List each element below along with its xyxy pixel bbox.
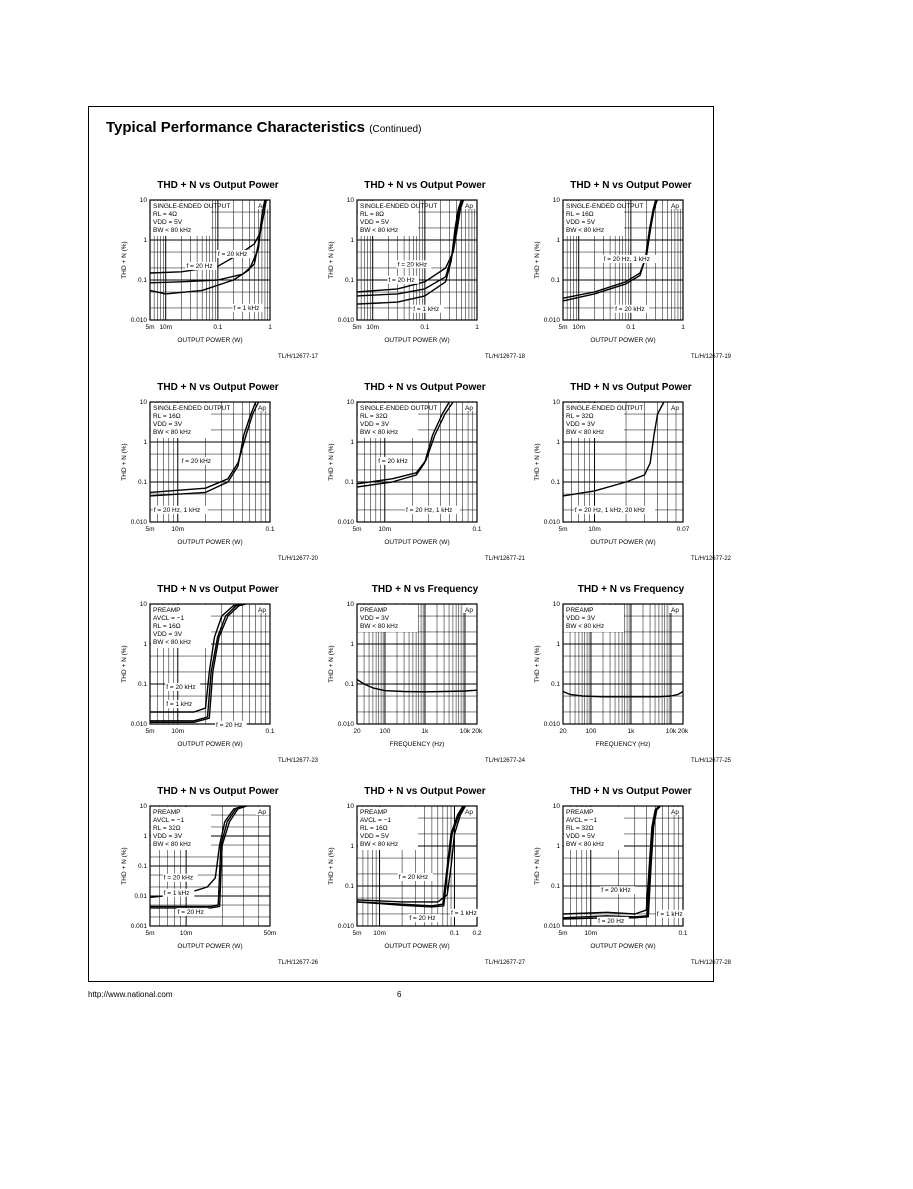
condition-label: PREAMP — [153, 607, 181, 614]
x-tick-label: 10m — [584, 930, 598, 937]
chart-svg — [118, 786, 318, 958]
x-tick-label: 10m — [171, 526, 185, 533]
condition-label: BW < 80 kHz — [360, 623, 399, 630]
y-tick-label: 10 — [139, 197, 147, 204]
condition-label: BW < 80 kHz — [566, 623, 605, 630]
x-axis-label: FREQUENCY (Hz) — [389, 741, 445, 748]
annotation-label: f = 1 kHz — [233, 304, 260, 312]
annotation-label: f = 20 kHz — [601, 887, 631, 895]
chart-4 — [118, 382, 318, 570]
y-tick-label: 0.010 — [543, 519, 560, 526]
chart-svg — [325, 180, 525, 352]
figure-id: TL/H/12677-18 — [484, 354, 525, 360]
chart-title: THD + N vs Output Power — [157, 786, 279, 797]
y-tick-label: 1 — [143, 641, 147, 648]
condition-label: RL = 32Ω — [566, 825, 594, 832]
condition-label: AVCL = −1 — [153, 817, 185, 824]
chart-svg — [325, 786, 525, 958]
y-tick-label: 1 — [143, 439, 147, 446]
y-axis-label: THD + N (%) — [534, 645, 541, 683]
y-tick-label: 0.1 — [344, 479, 354, 486]
ap-label: Ap — [671, 405, 679, 412]
x-tick-label: 5m — [558, 930, 568, 937]
chart-8 — [325, 584, 525, 772]
y-tick-label: 10 — [139, 601, 147, 608]
y-tick-label: 0.010 — [543, 923, 560, 930]
x-tick-label: 5m — [352, 526, 362, 533]
x-tick-label: 5m — [145, 526, 155, 533]
x-tick-label: 1 — [475, 324, 479, 331]
condition-label: PREAMP — [360, 607, 388, 614]
y-axis-label: THD + N (%) — [534, 847, 541, 885]
condition-label: SINGLE-ENDED OUTPUT — [360, 405, 438, 412]
page-title — [106, 119, 421, 136]
condition-label: BW < 80 kHz — [360, 429, 399, 436]
condition-label: RL = 16Ω — [153, 623, 181, 630]
page-title-text: Typical Performance Characteristics — [106, 119, 366, 136]
y-tick-label: 10 — [552, 803, 560, 810]
x-tick-label: 20k — [471, 728, 483, 735]
x-tick-label: 0.1 — [626, 324, 636, 331]
x-tick-label: 5m — [558, 526, 568, 533]
chart-title: THD + N vs Output Power — [570, 786, 692, 797]
annotation-label: f = 20 kHz — [397, 261, 428, 269]
y-axis-label: THD + N (%) — [121, 241, 128, 279]
y-tick-label: 0.1 — [550, 883, 560, 890]
y-tick-label: 1 — [350, 641, 354, 648]
condition-label: SINGLE-ENDED OUTPUT — [153, 203, 231, 210]
x-tick-label: 0.1 — [265, 526, 275, 533]
condition-label: BW < 80 kHz — [360, 227, 399, 234]
condition-label: VDD = 3V — [566, 421, 596, 428]
ap-label: Ap — [465, 607, 473, 614]
chart-svg — [531, 584, 731, 756]
ap-label: Ap — [258, 607, 266, 614]
chart-title: THD + N vs Output Power — [157, 180, 279, 191]
chart-svg — [531, 180, 731, 352]
chart-svg — [531, 382, 731, 554]
x-tick-label: 10m — [366, 324, 380, 331]
figure-id: TL/H/12677-19 — [690, 354, 731, 360]
y-tick-label: 10 — [346, 197, 354, 204]
y-tick-label: 1 — [350, 237, 354, 244]
x-tick-label: 100 — [585, 728, 597, 735]
figure-id: TL/H/12677-20 — [277, 556, 318, 562]
y-tick-label: 1 — [350, 439, 354, 446]
y-tick-label: 1 — [556, 439, 560, 446]
x-tick-label: 10m — [572, 324, 586, 331]
annotation-label: f = 1 kHz — [413, 305, 440, 313]
condition-label: SINGLE-ENDED OUTPUT — [566, 203, 644, 210]
footer-url[interactable]: http://www.national.com — [88, 990, 173, 999]
y-tick-label: 1 — [143, 237, 147, 244]
chart-9 — [531, 584, 731, 772]
annotation-label: f = 20 Hz, 1 kHz — [153, 506, 201, 514]
x-tick-label: 50m — [263, 930, 277, 937]
y-axis-label: THD + N (%) — [534, 241, 541, 279]
condition-label: PREAMP — [360, 809, 388, 816]
x-tick-label: 0.1 — [420, 324, 430, 331]
y-tick-label: 0.1 — [137, 681, 147, 688]
annotation-label: f = 20 Hz, 1 kHz — [603, 255, 651, 263]
condition-label: BW < 80 kHz — [566, 841, 605, 848]
chart-title: THD + N vs Frequency — [577, 584, 685, 595]
x-axis-label: FREQUENCY (Hz) — [595, 741, 651, 748]
y-tick-label: 1 — [556, 641, 560, 648]
x-tick-label: 5m — [352, 324, 362, 331]
x-tick-label: 5m — [145, 930, 155, 937]
condition-label: PREAMP — [566, 607, 594, 614]
x-tick-label: 1k — [627, 728, 635, 735]
condition-label: RL = 16Ω — [153, 413, 181, 420]
y-tick-label: 0.001 — [130, 923, 147, 930]
condition-label: RL = 32Ω — [566, 413, 594, 420]
ap-label: Ap — [258, 405, 266, 412]
y-tick-label: 10 — [552, 197, 560, 204]
chart-svg — [118, 180, 318, 352]
chart-title: THD + N vs Output Power — [364, 180, 486, 191]
x-tick-label: 10k — [665, 728, 677, 735]
chart-svg — [531, 786, 731, 958]
x-tick-label: 5m — [352, 930, 362, 937]
x-axis-label: OUTPUT POWER (W) — [177, 337, 243, 344]
y-axis-label: THD + N (%) — [328, 443, 335, 481]
x-tick-label: 10m — [171, 728, 185, 735]
chart-7 — [118, 584, 318, 772]
condition-label: BW < 80 kHz — [566, 227, 605, 234]
annotation-label: f = 20 kHz — [378, 457, 408, 465]
x-tick-label: 20 — [559, 728, 567, 735]
condition-label: BW < 80 kHz — [153, 227, 192, 234]
condition-label: SINGLE-ENDED OUTPUT — [153, 405, 231, 412]
y-tick-label: 1 — [556, 843, 560, 850]
y-axis-label: THD + N (%) — [328, 645, 335, 683]
ap-label: Ap — [258, 809, 266, 816]
x-tick-label: 0.1 — [678, 930, 688, 937]
chart-svg — [325, 382, 525, 554]
figure-id: TL/H/12677-23 — [277, 758, 318, 764]
y-tick-label: 0.010 — [543, 721, 560, 728]
ap-label: Ap — [465, 203, 473, 210]
x-tick-label: 0.2 — [472, 930, 482, 937]
annotation-label: f = 20 kHz — [181, 457, 212, 465]
condition-label: RL = 32Ω — [153, 825, 181, 832]
annotation-label: f = 20 kHz — [398, 873, 429, 881]
condition-label: VDD = 5V — [360, 219, 390, 226]
condition-label: VDD = 3V — [153, 421, 183, 428]
ap-label: Ap — [671, 203, 679, 210]
condition-label: BW < 80 kHz — [153, 639, 192, 646]
x-tick-label: 0.1 — [449, 930, 459, 937]
condition-label: VDD = 5V — [566, 219, 596, 226]
annotation-label: f = 1 kHz — [163, 889, 190, 897]
y-axis-label: THD + N (%) — [328, 241, 335, 279]
y-tick-label: 0.010 — [337, 317, 354, 324]
y-tick-label: 0.010 — [337, 721, 354, 728]
y-tick-label: 10 — [346, 601, 354, 608]
chart-svg — [118, 382, 318, 554]
x-axis-label: OUTPUT POWER (W) — [590, 943, 656, 950]
x-tick-label: 10m — [373, 930, 386, 937]
y-tick-label: 1 — [556, 237, 560, 244]
condition-label: AVCL = −1 — [153, 615, 185, 622]
ap-label: Ap — [465, 405, 473, 412]
chart-title: THD + N vs Output Power — [570, 180, 692, 191]
annotation-label: f = 1 kHz — [451, 909, 477, 917]
y-axis-label: THD + N (%) — [121, 645, 128, 683]
y-tick-label: 0.1 — [344, 681, 354, 688]
condition-label: SINGLE-ENDED OUTPUT — [360, 203, 438, 210]
condition-label: RL = 32Ω — [360, 413, 388, 420]
chart-title: THD + N vs Output Power — [364, 786, 486, 797]
x-axis-label: OUTPUT POWER (W) — [384, 337, 450, 344]
condition-label: BW < 80 kHz — [153, 429, 192, 436]
x-axis-label: OUTPUT POWER (W) — [384, 943, 450, 950]
chart-2 — [325, 180, 525, 368]
y-tick-label: 0.010 — [130, 519, 147, 526]
annotation-label: f = 20 Hz — [216, 721, 243, 729]
chart-1 — [118, 180, 318, 368]
y-tick-label: 0.1 — [550, 681, 560, 688]
condition-label: VDD = 3V — [360, 615, 390, 622]
chart-11 — [325, 786, 525, 974]
annotation-label: f = 20 kHz — [615, 305, 645, 313]
chart-6 — [531, 382, 731, 570]
ap-label: Ap — [465, 809, 473, 816]
condition-label: BW < 80 kHz — [153, 841, 192, 848]
condition-label: VDD = 5V — [566, 833, 596, 840]
chart-title: THD + N vs Output Power — [157, 382, 279, 393]
y-tick-label: 1 — [350, 843, 354, 850]
x-axis-label: OUTPUT POWER (W) — [590, 539, 656, 546]
y-tick-label: 0.01 — [134, 893, 147, 900]
annotation-label: f = 20 Hz — [409, 915, 436, 923]
x-axis-label: OUTPUT POWER (W) — [177, 741, 243, 748]
y-tick-label: 10 — [346, 399, 354, 406]
figure-id: TL/H/12677-22 — [690, 556, 731, 562]
x-tick-label: 0.1 — [472, 526, 482, 533]
y-tick-label: 0.1 — [137, 277, 147, 284]
chart-10 — [118, 786, 318, 974]
x-tick-label: 10m — [378, 526, 392, 533]
x-tick-label: 10m — [179, 930, 193, 937]
ap-label: Ap — [671, 809, 679, 816]
condition-label: VDD = 5V — [360, 833, 390, 840]
condition-label: RL = 8Ω — [360, 211, 384, 218]
x-tick-label: 0.1 — [213, 324, 223, 331]
y-tick-label: 10 — [552, 399, 560, 406]
annotation-label: f = 20 Hz — [177, 909, 204, 917]
condition-label: VDD = 3V — [153, 833, 183, 840]
x-axis-label: OUTPUT POWER (W) — [177, 539, 243, 546]
x-tick-label: 10k — [459, 728, 471, 735]
y-tick-label: 0.010 — [337, 519, 354, 526]
chart-title: THD + N vs Output Power — [157, 584, 279, 595]
annotation-label: f = 1 kHz — [166, 701, 193, 709]
y-tick-label: 0.010 — [543, 317, 560, 324]
figure-id: TL/H/12677-21 — [484, 556, 525, 562]
x-tick-label: 0.07 — [676, 526, 690, 533]
x-axis-label: OUTPUT POWER (W) — [177, 943, 243, 950]
chart-12 — [531, 786, 731, 974]
annotation-label: f = 20 Hz, 1 kHz — [406, 506, 453, 514]
annotation-label: f = 20 Hz, 1 kHz, 20 kHz — [574, 506, 646, 514]
y-tick-label: 10 — [139, 803, 147, 810]
x-axis-label: OUTPUT POWER (W) — [384, 539, 450, 546]
y-tick-label: 0.1 — [344, 883, 354, 890]
x-tick-label: 10m — [159, 324, 173, 331]
figure-id: TL/H/12677-26 — [277, 960, 318, 966]
chart-title: THD + N vs Output Power — [364, 382, 486, 393]
condition-label: VDD = 3V — [153, 631, 183, 638]
x-tick-label: 5m — [558, 324, 568, 331]
y-tick-label: 0.1 — [550, 277, 560, 284]
y-tick-label: 0.1 — [137, 863, 147, 870]
figure-id: TL/H/12677-28 — [690, 960, 731, 966]
x-axis-label: OUTPUT POWER (W) — [590, 337, 656, 344]
ap-label: Ap — [671, 607, 679, 614]
chart-title: THD + N vs Output Power — [570, 382, 692, 393]
condition-label: BW < 80 kHz — [566, 429, 605, 436]
condition-label: RL = 16Ω — [566, 211, 594, 218]
x-tick-label: 10m — [588, 526, 601, 533]
y-tick-label: 1 — [143, 833, 147, 840]
annotation-label: f = 20 kHz — [166, 683, 196, 691]
ap-label: Ap — [258, 203, 266, 210]
annotation-label: f = 20 kHz — [163, 874, 194, 882]
page-number: 6 — [397, 990, 402, 999]
x-tick-label: 100 — [379, 728, 391, 735]
condition-label: VDD = 3V — [566, 615, 596, 622]
chart-5 — [325, 382, 525, 570]
x-tick-label: 1k — [421, 728, 429, 735]
page-title-suffix: (Continued) — [369, 124, 422, 135]
condition-label: SINGLE-ENDED OUTPUT — [566, 405, 644, 412]
annotation-label: f = 1 kHz — [656, 910, 683, 918]
chart-svg — [325, 584, 525, 756]
condition-label: PREAMP — [566, 809, 594, 816]
chart-svg — [118, 584, 318, 756]
x-tick-label: 5m — [145, 728, 155, 735]
figure-id: TL/H/12677-17 — [277, 354, 318, 360]
y-axis-label: THD + N (%) — [534, 443, 541, 481]
chart-title: THD + N vs Frequency — [371, 584, 479, 595]
y-tick-label: 10 — [552, 601, 560, 608]
figure-id: TL/H/12677-27 — [484, 960, 525, 966]
condition-label: VDD = 3V — [360, 421, 390, 428]
annotation-label: f = 20 Hz — [388, 276, 415, 284]
x-tick-label: 1 — [268, 324, 272, 331]
figure-id: TL/H/12677-24 — [484, 758, 525, 764]
x-tick-label: 1 — [681, 324, 685, 331]
y-tick-label: 0.010 — [130, 721, 147, 728]
y-tick-label: 0.1 — [550, 479, 560, 486]
annotation-label: f = 20 Hz — [598, 917, 625, 925]
annotation-label: f = 20 Hz — [186, 262, 213, 270]
y-tick-label: 0.1 — [344, 277, 354, 284]
condition-label: AVCL = −1 — [360, 817, 392, 824]
condition-label: VDD = 5V — [153, 219, 183, 226]
condition-label: RL = 16Ω — [360, 825, 388, 832]
condition-label: BW < 80 kHz — [360, 841, 399, 848]
y-axis-label: THD + N (%) — [121, 443, 128, 481]
chart-3 — [531, 180, 731, 368]
y-tick-label: 10 — [346, 803, 354, 810]
annotation-label: f = 20 kHz — [217, 250, 248, 258]
condition-label: AVCL = −1 — [566, 817, 598, 824]
y-tick-label: 0.010 — [130, 317, 147, 324]
x-tick-label: 5m — [145, 324, 155, 331]
y-axis-label: THD + N (%) — [121, 847, 128, 885]
x-tick-label: 0.1 — [265, 728, 275, 735]
condition-label: RL = 4Ω — [153, 211, 177, 218]
y-tick-label: 0.1 — [137, 479, 147, 486]
x-tick-label: 20k — [677, 728, 689, 735]
x-tick-label: 20 — [353, 728, 361, 735]
condition-label: PREAMP — [153, 809, 181, 816]
figure-id: TL/H/12677-25 — [690, 758, 731, 764]
y-tick-label: 0.010 — [337, 923, 354, 930]
y-axis-label: THD + N (%) — [328, 847, 335, 885]
y-tick-label: 10 — [139, 399, 147, 406]
